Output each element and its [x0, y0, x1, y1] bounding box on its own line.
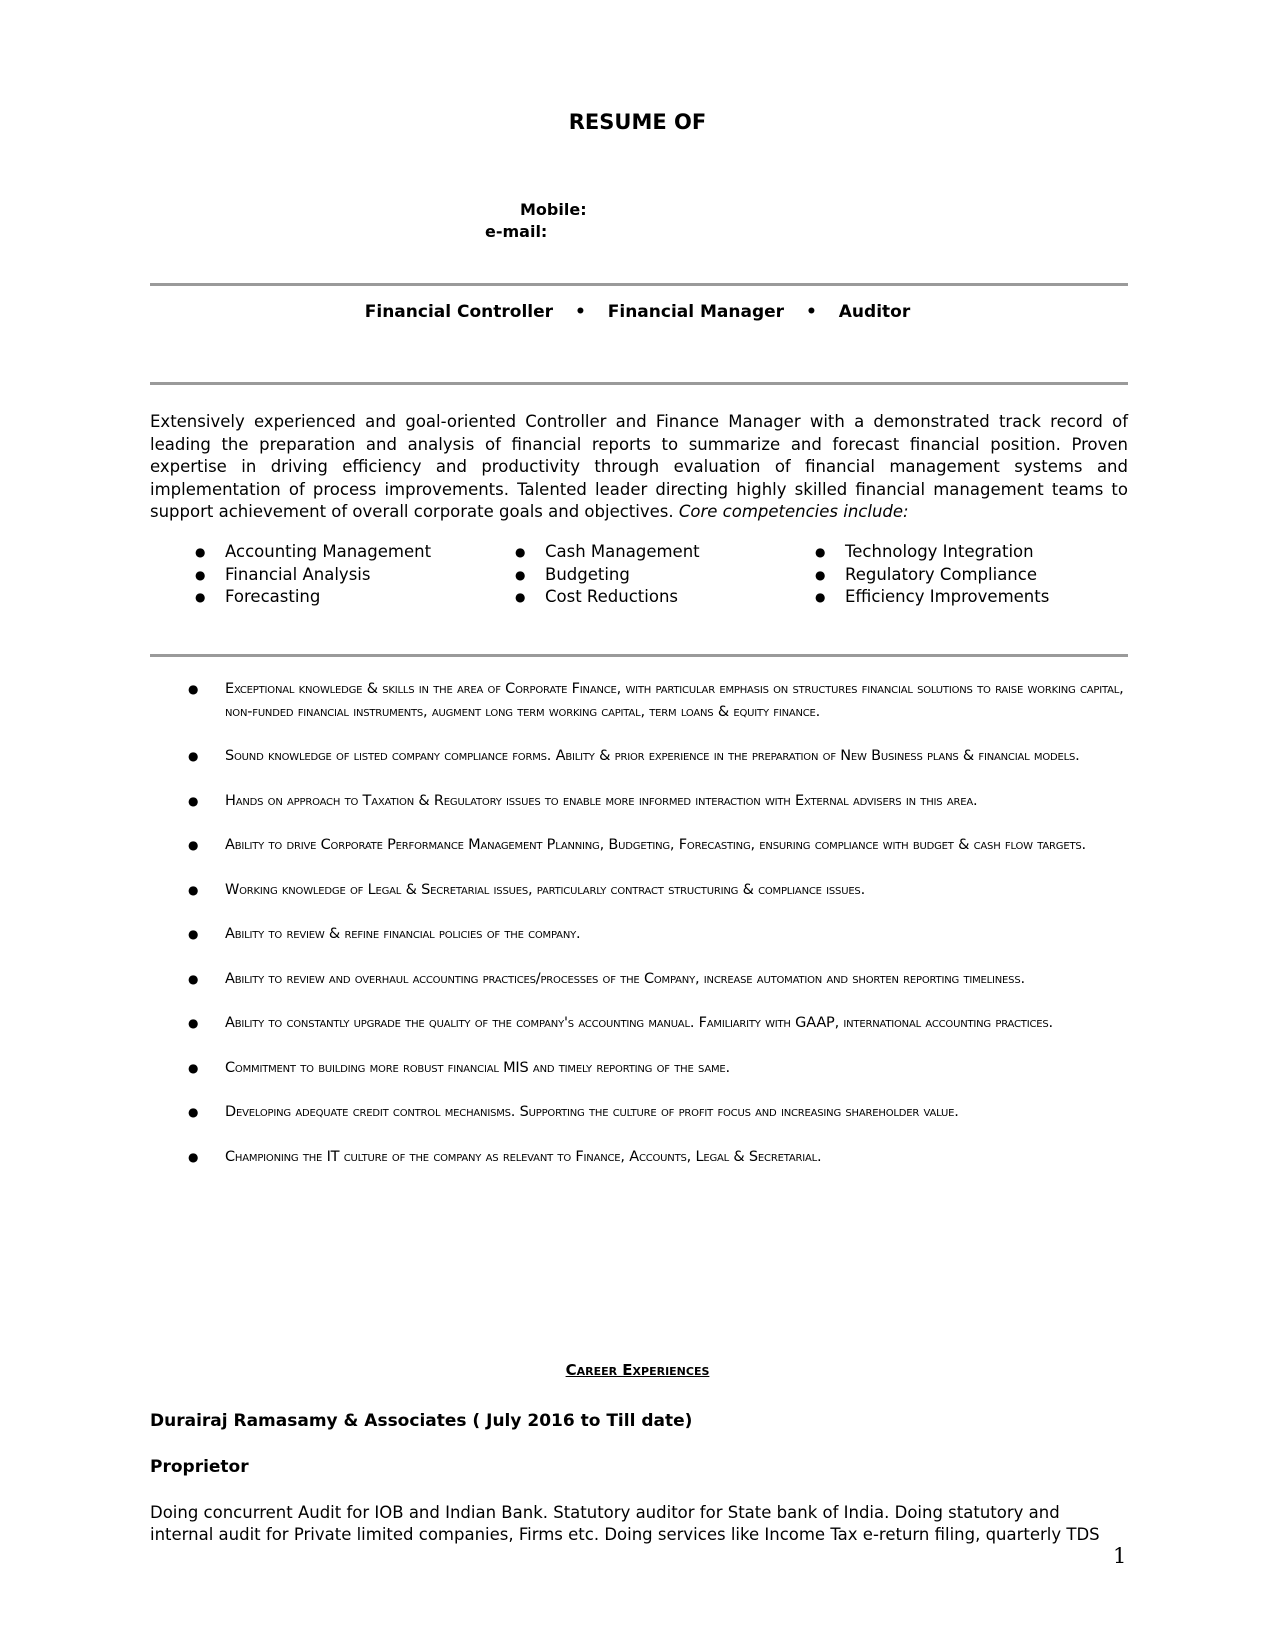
- skill-item: ● Ability to review & refine financial policies of the company.: [188, 923, 1128, 946]
- competencies-column-3: [815, 541, 1049, 609]
- role-financial-manager: Financial Manager: [607, 302, 785, 322]
- bullet-icon: ●: [195, 545, 206, 559]
- bullet-icon: ●: [188, 838, 199, 852]
- bullet-separator: •: [805, 302, 817, 322]
- skill-item: ● Exceptional knowledge & skills in the area of Corporate Finance, with particular emphasis on structures financial solutions to raise working capital, non-funded financial instruments, augment long term working capital, term loans & equity finance.: [188, 678, 1128, 723]
- bullet-separator: •: [574, 302, 586, 322]
- job-description: Doing concurrent Audit for IOB and Indian Bank. Statutory auditor for State bank of India. Doing statutory and internal audit for Private limited companies, Firms etc. Doing services like Income Tax e-return filing, quarterly TDS: [150, 1503, 1100, 1544]
- bullet-icon: ●: [515, 567, 526, 582]
- bullet-icon: ●: [815, 590, 826, 604]
- bullet-icon: ●: [188, 1060, 199, 1075]
- bullet-icon: ●: [515, 590, 526, 604]
- skill-item: ● Championing the IT culture of the company as relevant to Finance, Accounts, Legal & Secretarial.: [188, 1146, 1128, 1169]
- competency-item: ● Cash Management: [515, 541, 700, 564]
- divider: [150, 654, 1128, 657]
- skill-item: ● Working knowledge of Legal & Secretarial issues, particularly contract structuring & compliance issues.: [188, 879, 1128, 902]
- resume-title: RESUME OF: [568, 110, 707, 134]
- professional-summary: [150, 411, 1128, 524]
- competency-item: ● Forecasting: [195, 586, 431, 609]
- career-experiences-heading: Career Experiences: [565, 1361, 710, 1379]
- competency-item: ● Budgeting: [515, 564, 700, 587]
- job-position: Proprietor: [150, 1457, 249, 1477]
- skill-item: ● Sound knowledge of listed company compliance forms. Ability & prior experience in the preparation of New Business plans & financial models.: [188, 745, 1128, 768]
- bullet-icon: ●: [188, 1016, 199, 1030]
- bullet-icon: ●: [188, 749, 199, 763]
- competencies-column-1: [195, 541, 431, 609]
- competency-item: ● Regulatory Compliance: [815, 564, 1049, 587]
- competency-item: ● Technology Integration: [815, 541, 1049, 564]
- skill-item: ● Hands on approach to Taxation & Regulatory issues to enable more informed interaction with External advisers in this area.: [188, 790, 1128, 813]
- mobile-label: Mobile:: [520, 200, 587, 219]
- divider: [150, 382, 1128, 385]
- bullet-icon: ●: [195, 590, 206, 604]
- bullet-icon: ●: [195, 567, 206, 582]
- competencies-intro: Core competencies include:: [678, 502, 909, 521]
- bullet-icon: ●: [188, 793, 199, 808]
- competency-item: ● Cost Reductions: [515, 586, 700, 609]
- competency-item: ● Efficiency Improvements: [815, 586, 1049, 609]
- skill-item: ● Ability to drive Corporate Performance Management Planning, Budgeting, Forecasting, ensuring compliance with budget & cash flow targets.: [188, 834, 1128, 857]
- bullet-icon: ●: [188, 1149, 199, 1164]
- bullet-icon: ●: [815, 567, 826, 582]
- bullet-icon: ●: [188, 1105, 199, 1119]
- email-label: e-mail:: [485, 222, 548, 241]
- skill-item: ● Commitment to building more robust financial MIS and timely reporting of the same.: [188, 1057, 1128, 1080]
- bullet-icon: ●: [188, 927, 199, 941]
- page-number: 1: [1113, 1544, 1127, 1568]
- role-auditor: Auditor: [838, 302, 911, 322]
- skills-list: [188, 678, 1128, 1190]
- bullet-icon: ●: [188, 682, 199, 696]
- skill-item: ● Ability to review and overhaul accounting practices/processes of the Company, increase automation and shorten reporting timeliness.: [188, 968, 1128, 991]
- competency-item: ● Accounting Management: [195, 541, 431, 564]
- competencies-column-2: [515, 541, 700, 609]
- bullet-icon: ●: [815, 545, 826, 559]
- role-financial-controller: Financial Controller: [364, 302, 554, 322]
- skill-item: ● Developing adequate credit control mechanisms. Supporting the culture of profit focus and increasing shareholder value.: [188, 1101, 1128, 1124]
- summary-text: Extensively experienced and goal-oriented Controller and Finance Manager with a demonstrated track record of leading the preparation and analysis of financial reports to summarize and forecast financial position. Proven expertise in driving efficiency and productivity through evaluation of financial management systems and implementation of process improvements. Talented leader directing highly skilled financial management teams to support achievement of overall corporate goals and objectives.: [150, 412, 1128, 521]
- bullet-icon: ●: [188, 882, 199, 897]
- skill-item: ● Ability to constantly upgrade the quality of the company's accounting manual. Familiarity with GAAP, international accounting practices.: [188, 1012, 1128, 1035]
- bullet-icon: ●: [188, 971, 199, 986]
- competency-item: ● Financial Analysis: [195, 564, 431, 587]
- roles-line: [0, 302, 1275, 322]
- bullet-icon: ●: [515, 545, 526, 559]
- divider: [150, 283, 1128, 286]
- company-name: Durairaj Ramasamy & Associates ( July 2016 to Till date): [150, 1411, 693, 1431]
